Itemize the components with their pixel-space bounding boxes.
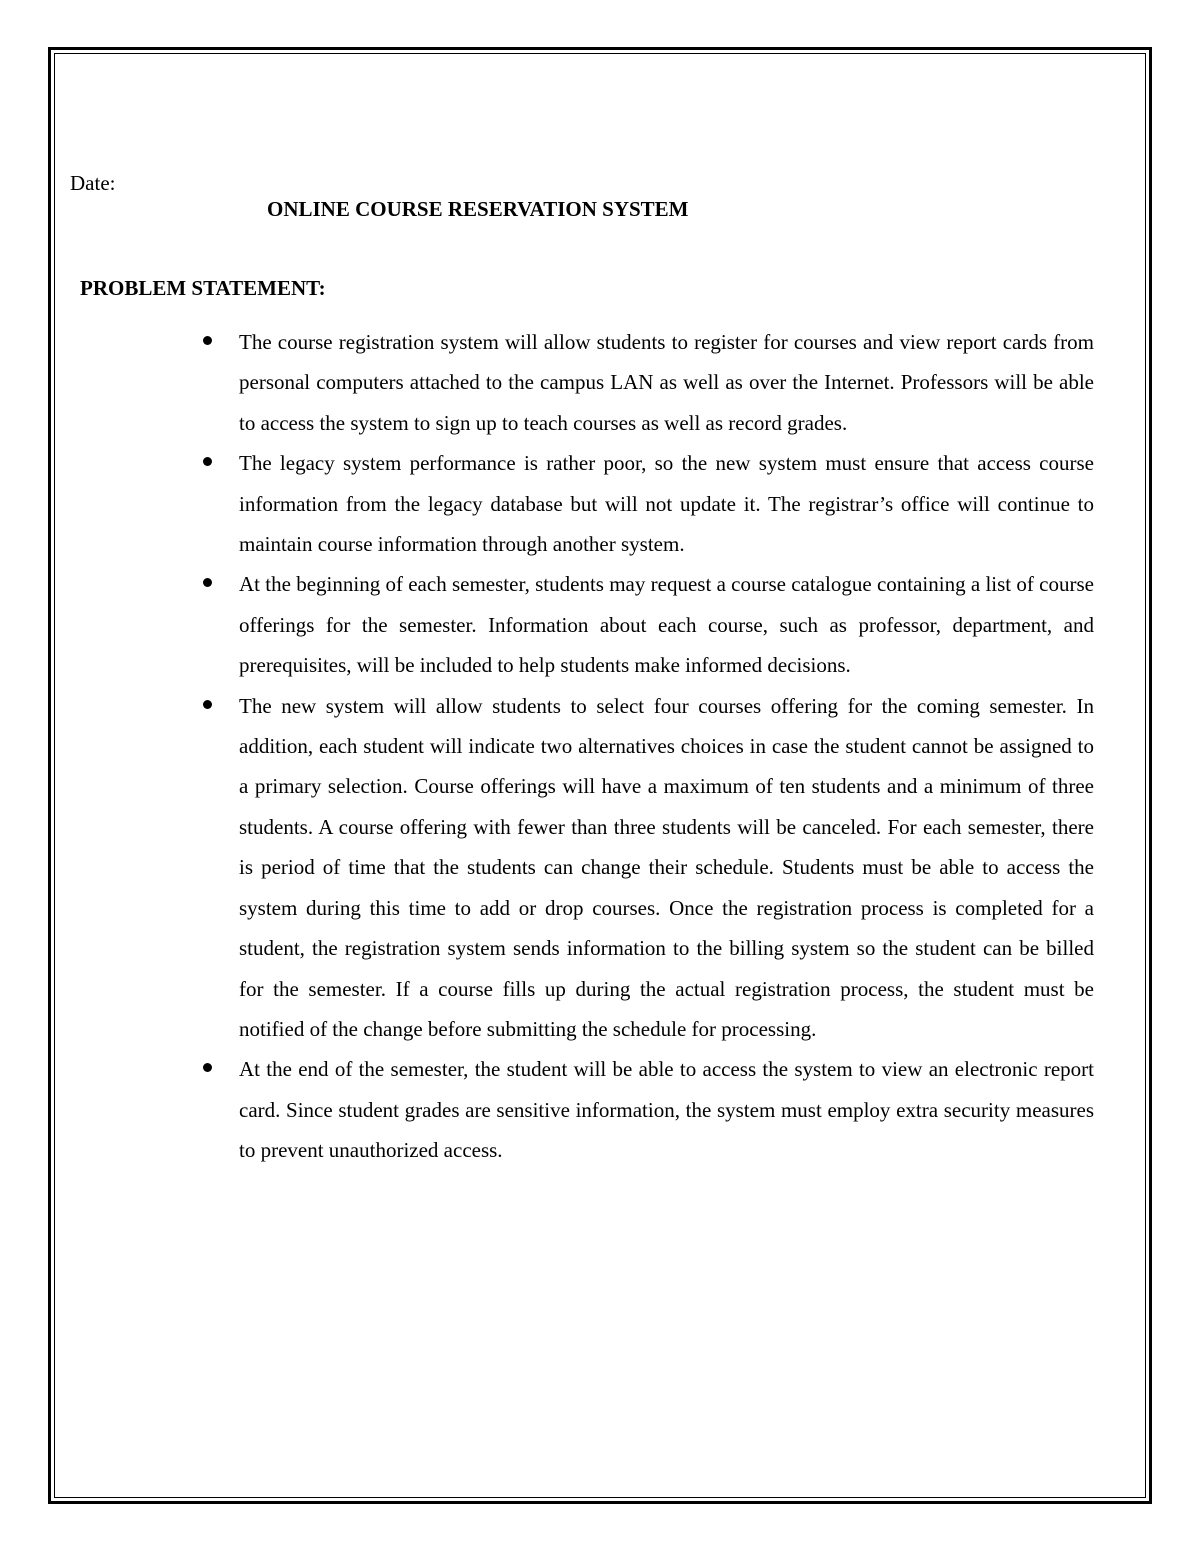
bullet-text: The course registration system will allow students to register for courses and view report cards from personal computers attached to the campus LAN as well as over the Internet. Professors will be able to access the system to sign up to teach courses as well as record grades.	[239, 330, 1094, 435]
bullet-icon	[203, 1063, 212, 1072]
bullet-icon	[203, 457, 212, 466]
bullet-text: The new system will allow students to select four courses offering for the coming semester. In addition, each student will indicate two alternatives choices in case the student cannot be assigned to a primary selection. Course offerings will have a maximum of ten students and a minimum of three students. A course offering with fewer than three students will be canceled. For each semester, there is period of time that the students can change their schedule. Students must be able to access the system during this time to add or drop courses. Once the registration process is completed for a student, the registration system sends information to the billing system so the student can be billed for the semester. If a course fills up during the actual registration process, the student must be notified of the change before submitting the schedule for processing.	[239, 693, 1094, 1041]
bullet-icon	[203, 578, 212, 587]
bullet-text: The legacy system performance is rather poor, so the new system must ensure that access course information from the legacy database but will not update it. The registrar’s office will continue to maintain course information through another system.	[239, 451, 1094, 557]
date-label: Date:	[70, 171, 116, 195]
list-item	[198, 686, 1094, 1050]
bullet-text: At the end of the semester, the student will be able to access the system to view an electronic report card. Since student grades are sensitive information, the system must employ extra security measures to prevent unauthorized access.	[239, 1057, 1094, 1163]
bullet-text: At the beginning of each semester, students may request a course catalogue containing a list of course offerings for the semester. Information about each course, such as professor, department, and prerequisites, will be included to help students make informed decisions.	[239, 572, 1094, 678]
list-item	[198, 322, 1094, 443]
bullet-icon	[203, 700, 212, 709]
document-title: ONLINE COURSE RESERVATION SYSTEM	[267, 197, 689, 221]
problem-statement-list	[198, 322, 1094, 1171]
list-item	[198, 443, 1094, 564]
bullet-icon	[203, 336, 212, 345]
list-item	[198, 564, 1094, 685]
problem-statement-heading: PROBLEM STATEMENT:	[80, 276, 326, 300]
list-item	[198, 1049, 1094, 1170]
